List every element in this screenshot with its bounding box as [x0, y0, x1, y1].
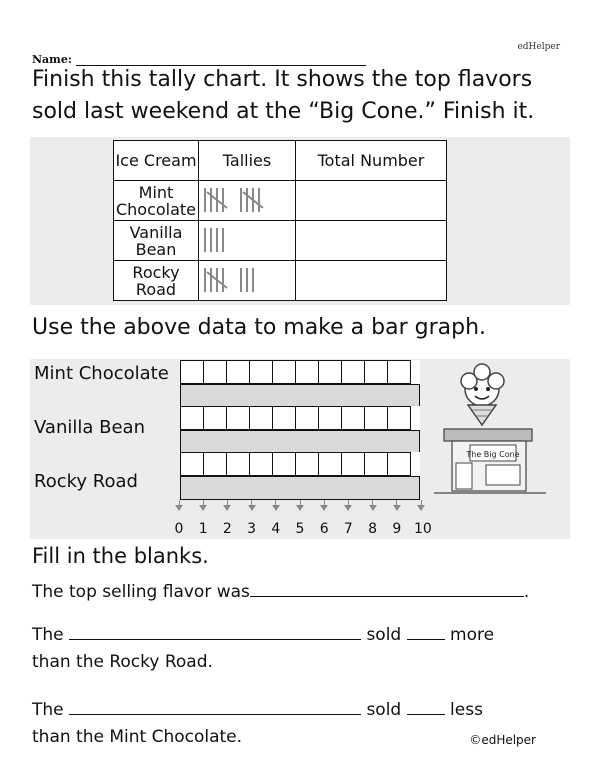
tick-arrow-icon [417, 505, 425, 511]
tally-marks-icon [199, 222, 293, 256]
answer-blank[interactable] [250, 596, 524, 597]
ice-cream-shop-icon [434, 359, 546, 497]
tick-arrow-icon [199, 505, 207, 511]
tick-label: 8 [368, 521, 378, 537]
tick-label: 3 [247, 521, 257, 537]
grid-cell[interactable] [295, 360, 319, 384]
blank-sentence-3 [32, 700, 483, 720]
grid-cell[interactable] [180, 452, 204, 476]
header-ice-cream: Ice Cream [114, 141, 199, 181]
tick-arrow-icon [272, 505, 280, 511]
table-row [114, 221, 447, 261]
answer-blank[interactable] [407, 714, 445, 715]
grid-cell[interactable] [364, 360, 388, 384]
bar-cells[interactable] [180, 452, 420, 476]
grid-cell[interactable] [364, 406, 388, 430]
name-label: Name: [32, 53, 72, 66]
grid-cell[interactable] [387, 406, 411, 430]
tally-cell [199, 181, 296, 221]
sentence-continuation: than the Mint Chocolate. [32, 727, 243, 747]
sentence-text: sold [366, 700, 402, 720]
tick-label: 7 [343, 521, 353, 537]
tick-arrow-icon [223, 505, 231, 511]
bar-row-rocky[interactable] [180, 452, 420, 500]
header-tallies: Tallies [199, 141, 296, 181]
copyright-label: ©edHelper [469, 733, 536, 747]
blank-sentence-2 [32, 625, 494, 645]
tally-cell [199, 261, 296, 301]
grid-cell[interactable] [341, 452, 365, 476]
grid-cell[interactable] [203, 360, 227, 384]
flavor-cell: Vanilla Bean [114, 221, 199, 261]
grid-cell[interactable] [272, 406, 296, 430]
brand-label: edHelper [517, 42, 560, 52]
table-row [114, 181, 447, 221]
tally-table [113, 140, 447, 301]
tick-label: 10 [414, 521, 432, 537]
grid-cell[interactable] [318, 452, 342, 476]
tick-arrow-icon [296, 505, 304, 511]
tick-arrow-icon [175, 505, 183, 511]
sentence-text: The top selling flavor was [32, 582, 250, 602]
answer-blank[interactable] [407, 639, 445, 640]
bar-row-mint[interactable] [180, 360, 420, 408]
answer-blank[interactable] [69, 714, 361, 715]
total-input[interactable] [296, 221, 447, 261]
grid-cell[interactable] [364, 452, 388, 476]
bar-label-rocky: Rocky Road [34, 471, 138, 492]
tick-label: 9 [392, 521, 402, 537]
shop-sign-text: The Big Cone [466, 450, 520, 459]
tick-arrow-icon [344, 505, 352, 511]
header-total: Total Number [296, 141, 447, 181]
table-row [114, 261, 447, 301]
total-input[interactable] [296, 261, 447, 301]
grid-cell[interactable] [180, 360, 204, 384]
grid-cell[interactable] [226, 406, 250, 430]
tally-marks-icon [199, 182, 293, 216]
bar-strip[interactable] [180, 384, 420, 408]
sentence-text: less [450, 700, 483, 720]
tally-marks-icon [199, 262, 293, 296]
tick-label: 0 [174, 521, 184, 537]
blanks-instructions: Fill in the blanks. [32, 544, 209, 568]
answer-blank[interactable] [69, 639, 361, 640]
tick-label: 4 [271, 521, 281, 537]
sentence-text: The [32, 700, 64, 720]
bar-cells[interactable] [180, 360, 420, 384]
tick-arrow-icon [393, 505, 401, 511]
grid-cell[interactable] [249, 406, 273, 430]
tick-arrow-icon [248, 505, 256, 511]
tally-instructions: Finish this tally chart. It shows the top flavors sold last weekend at the “Big Cone.” Finish it. [32, 67, 535, 124]
grid-cell[interactable] [180, 406, 204, 430]
grid-cell[interactable] [249, 452, 273, 476]
sentence-text: more [450, 625, 495, 645]
grid-cell[interactable] [341, 360, 365, 384]
grid-cell[interactable] [295, 452, 319, 476]
bar-cells[interactable] [180, 406, 420, 430]
sentence-continuation: than the Rocky Road. [32, 652, 213, 672]
grid-cell[interactable] [272, 452, 296, 476]
graph-instructions: Use the above data to make a bar graph. [32, 315, 487, 340]
total-input[interactable] [296, 181, 447, 221]
tick-arrow-icon [369, 505, 377, 511]
tick-label: 6 [319, 521, 329, 537]
grid-cell[interactable] [203, 452, 227, 476]
tick-label: 2 [222, 521, 232, 537]
tick-label: 5 [295, 521, 305, 537]
grid-cell[interactable] [226, 360, 250, 384]
grid-cell[interactable] [318, 406, 342, 430]
bar-label-vanilla: Vanilla Bean [34, 417, 145, 438]
sentence-text: The [32, 625, 64, 645]
grid-cell[interactable] [341, 406, 365, 430]
bar-strip[interactable] [180, 430, 420, 454]
sentence-text: sold [366, 625, 402, 645]
tick-arrow-icon [320, 505, 328, 511]
grid-cell[interactable] [249, 360, 273, 384]
flavor-cell: Mint Chocolate [114, 181, 199, 221]
grid-cell[interactable] [226, 452, 250, 476]
tally-header-row [114, 141, 447, 181]
bar-row-vanilla[interactable] [180, 406, 420, 454]
grid-cell[interactable] [203, 406, 227, 430]
sentence-text: . [523, 582, 530, 602]
grid-cell[interactable] [318, 360, 342, 384]
tick-label: 1 [198, 521, 208, 537]
bar-strip[interactable] [180, 476, 420, 500]
grid-cell[interactable] [272, 360, 296, 384]
bar-label-mint: Mint Chocolate [34, 363, 169, 384]
flavor-cell: Rocky Road [114, 261, 199, 301]
grid-cell[interactable] [387, 360, 411, 384]
grid-cell[interactable] [295, 406, 319, 430]
grid-cell[interactable] [387, 452, 411, 476]
blank-sentence-1 [32, 582, 529, 602]
tally-cell [199, 221, 296, 261]
